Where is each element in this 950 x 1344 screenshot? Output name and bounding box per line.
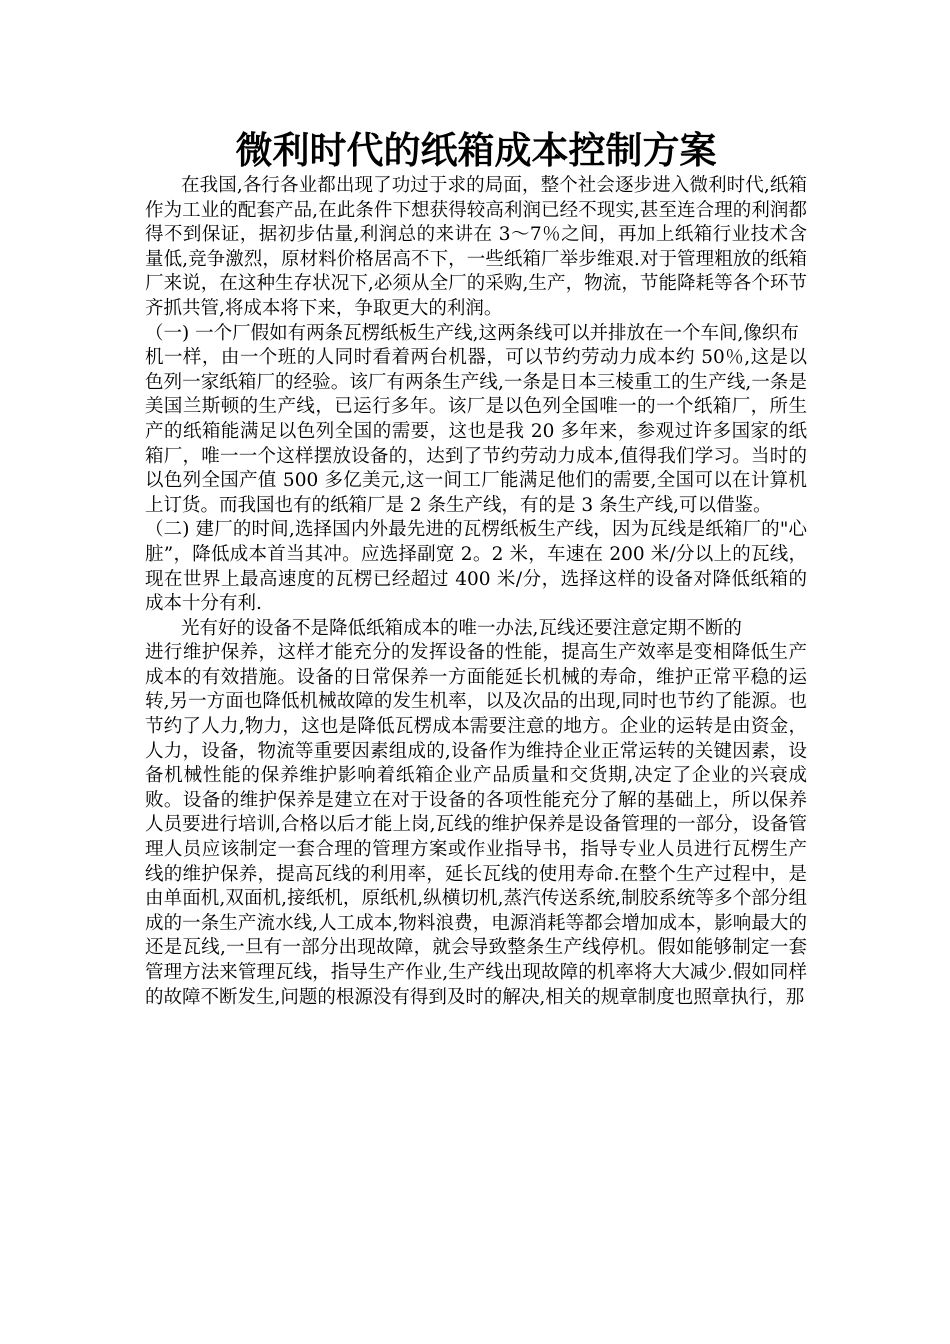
paragraph-maintenance-body: 进行维护保养，这样才能充分的发挥设备的性能，提高生产效率是变相降低生产成本的有效措施。设备的日常保养一方面能延长机械的寿命，维护正常平稳的运转,另一方面也降低机械故障的发生机率，以及次品的出现,同时也节约了能源。也节约了人力,物力，这也是降低瓦楞成本需要注意的地方。企业的运转是由资金，人力，设备，物流等重要因素组成的,设备作为维持企业正常运转的关键因素，设备机械性能的保养维护影响着纸箱企业产品质量和交货期,决定了企业的兴衰成败。设备的维护保养是建立在对于设备的各项性能充分了解的基础上，所以保养人员要进行培训,合格以后才能上岗,瓦线的维护保养是设备管理的一部分，设备管理人员应该制定一套合理的管理方案或作业指导书，指导专业人员进行瓦楞生产线的维护保养，提高瓦线的利用率，延长瓦线的使用寿命.在整个生产过程中，是由单面机,双面机,接纸机，原纸机,纵横切机,蒸汽传送系统,制胶系统等多个部分组成的一条生产流水线,人工成本,物料浪费，电源消耗等都会增加成本，影响最大的还是瓦线,一旦有一部分出现故障，就会导致整条生产线停机。假如能够制定一套管理方法来管理瓦线，指导生产作业,生产线出现故障的机率将大大减少.假如同样的故障不断发生,问题的根源没有得到及时的解决,相关的规章制度也照章执行，那 bbox=[145, 642, 807, 1008]
paragraph-maintenance-lead: 光有好的设备不是降低纸箱成本的唯一办法,瓦线还要注意定期不断的 bbox=[181, 617, 742, 639]
paragraph-intro: 在我国,各行各业都出现了功过于求的局面，整个社会逐步进入微利时代,纸箱作为工业的配套产品,在此条件下想获得较高利润已经不现实,甚至连合理的利润都得不到保证，据初步估量,利润总的来讲在 3～7％之间，再加上纸箱行业技术含量低,竞争激烈，原材料价格居高不下，一些纸箱厂举步维艰.对于管理粗放的纸箱厂来说，在这种生存状况下,必须从全厂的采购,生产，物流，节能降耗等各个环节齐抓共管,将成本将下来，争取更大的利润。 bbox=[145, 175, 807, 319]
document-body bbox=[145, 128, 807, 1010]
page-title: 微利时代的纸箱成本控制方案 bbox=[235, 129, 717, 172]
paragraph-section-one-heading: （一) 一个厂假如有两条瓦楞纸板生产线,这两条线可以并排放在一个车间,像织布 bbox=[145, 322, 799, 344]
paragraph-section-one-body: 机一样，由一个班的人同时看着两台机器，可以节约劳动力成本约 50％,这是以色列一家纸箱厂的经验。该厂有两条生产线,一条是日本三棱重工的生产线,一条是美国兰斯顿的生产线，已运行多年。该厂是以色列全国唯一的一个纸箱厂，所生产的纸箱能满足以色列全国的需要，这也是我 20 多年来，参观过许多国家的纸箱厂，唯一一个这样摆放设备的，达到了节约劳动力成本,值得我们学习。当时的以色列全国产值 500 多亿美元,这一间工厂能满足他们的需要,全国可以在计算机上订货。而我国也有的纸箱厂是 2 条生产线，有的是 3 条生产线,可以借鉴。 bbox=[145, 347, 807, 516]
paragraph-section-two: （二) 建厂的时间,选择国内外最先进的瓦楞纸板生产线，因为瓦线是纸箱厂的"心脏”，降低成本首当其冲。应选择副宽 2。2 米，车速在 200 米/分以上的瓦线，现在世界上最高速度的瓦楞已经超过 400 米/分，选择这样的设备对降低纸箱的成本十分有利. bbox=[145, 519, 807, 615]
